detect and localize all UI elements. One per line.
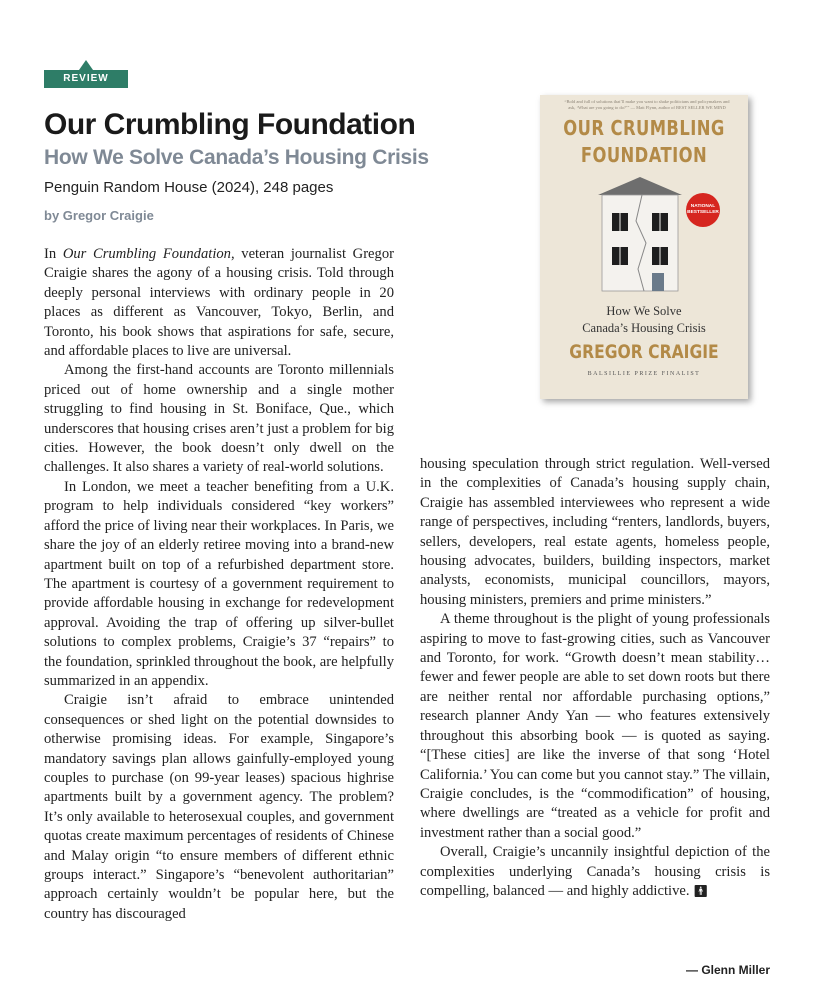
cover-title: [559, 115, 730, 169]
paragraph: Overall, Craigie’s uncannily insightful depiction of the complexities underlying Canada’s housing crisis is compelling, balanced — and highly addictive. 🚹︎: [420, 844, 770, 899]
paragraph: A theme throughout is the plight of young professionals aspiring to move to fast-growing cities, such as Vancouver and Toronto, for work. “Growth doesn’t mean stability… fewer and fewer people are able to set down roots but there are neither rental nor affordable purchasing options,” research planner Andy Yan — who features extensively throughout this absorbing book — is quoted as saying. “[These cities] are like the inverse of that song ‘Hotel California.’ You can come but you cannot stay.” The villain, Craigie concludes, is the “commodification” of housing, where dwellings are “treated as a vehicle for profit and investment rather than a social good.”: [420, 611, 770, 841]
cover-subtitle: [540, 303, 748, 337]
book-cover: [540, 95, 748, 399]
body-column-left: [44, 245, 394, 924]
review-tag-roof: [79, 60, 93, 70]
article-title: Our Crumbling Foundation: [44, 108, 416, 141]
publisher-info: Penguin Random House (2024), 248 pages: [44, 179, 334, 196]
bestseller-badge: NATIONAL BESTSELLER: [686, 193, 720, 227]
book-title-italic: Our Crumbling Foundation: [62, 246, 231, 262]
paragraph: Craigie isn’t afraid to embrace unintended consequences or shed light on the potential downsides to otherwise promising ideas. For example, Singapore’s mandatory savings plan allows gainfully-employed young couples to purchase (on 99-year leases) spacious highrise apartments built by a government agency. The problem? It’s only available to heterosexual couples, and government quotas create maximum percentages of residents of Chinese and Malay origin “to ensure members of different ethnic groups interact.” Singapore’s “benevolent authoritarian” approach certainly wouldn’t be popular here, but the country has discouraged: [44, 692, 394, 922]
cover-subtitle-line1: How We Solve: [606, 304, 682, 318]
cover-title-line1: OUR CRUMBLING: [563, 116, 725, 140]
paragraph: In London, we meet a teacher benefiting from a U.K. program to help individuals considered “key workers” afford the price of living near their workplaces. In Paris, we share the joy of an elderly retiree moving into a brand-new apartment built on top of a refurbished department store. The apartment is courtesy of a government requirement to provide affordable housing in exchange for redevelopment approval. Avoiding the trap of offering up silver-bullet solutions to complex problems, Craigie’s 37 “repairs” to the foundation, sprinkled throughout the book, are helpfully summarized in an appendix.: [44, 478, 394, 689]
paragraph: housing speculation through strict regulation. Well-versed in the complexities of Canada’s housing supply chain, Craigie has assembled interviewees who represent a wide range of perspectives, including “renters, landlords, buyers, sellers, developers, real estate agents, homeless people, housing advocates, builders, building inspectors, market analysts, economists, municipal councillors, mayors, housing ministers, premiers and prime ministers.”: [420, 456, 770, 608]
paragraph: Among the first-hand accounts are Toronto millennials priced out of home ownership and a single mother struggling to find housing in St. Boniface, Que., which underscores that housing crises aren’t just a problem for big cities. However, the book doesn’t only dwell on the challenges. It also shares a variety of real-world solutions.: [44, 362, 394, 476]
review-tag: REVIEW: [44, 70, 128, 88]
body-column-right: [420, 455, 770, 901]
cover-blurb: “Bold and full of solutions that’ll make you want to shake politicians and policymakers and ask, ‘What are you going to do?’” — Matt Flynn, author of BEST SELLER WE MIND: [564, 99, 730, 110]
article-subtitle: How We Solve Canada’s Housing Crisis: [44, 146, 429, 169]
cover-title-line2: FOUNDATION: [580, 143, 708, 167]
paragraph: In Our Crumbling Foundation, veteran journalist Gregor Craigie shares the agony of a housing crisis. Told through deeply personal interviews with ordinary people in 20 places as different as Vancouver, Tokyo, Berlin, and Toronto, his book shows that aspirations for safe, secure, and affordable places to live are universal.: [44, 246, 394, 360]
cover-subtitle-line2: Canada’s Housing Crisis: [582, 321, 706, 335]
crumbling-house-illustration: [590, 173, 690, 293]
cover-prize: BALSILLIE PRIZE FINALIST: [587, 371, 701, 377]
end-mark-icon: 🚹︎: [693, 883, 709, 898]
cover-author: GREGOR CRAIGIE: [569, 341, 719, 363]
reviewer-signoff: — Glenn Miller: [685, 963, 770, 977]
author-byline: by Gregor Craigie: [44, 208, 154, 223]
